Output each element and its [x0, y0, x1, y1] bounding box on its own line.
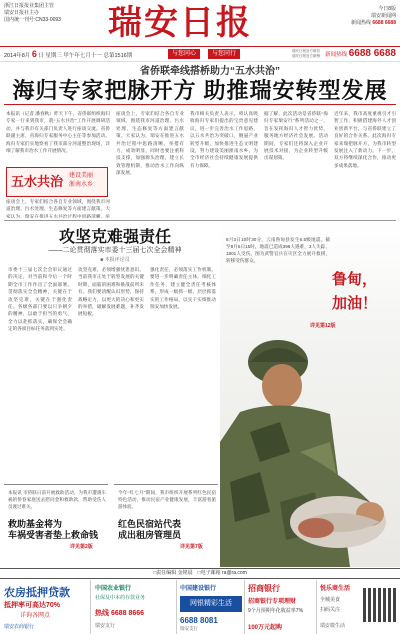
ad-line: 抵押率可高达70% [4, 602, 61, 609]
dateline [4, 47, 132, 63]
page-reference: 详见第2版 [70, 544, 93, 550]
logo-title: 五水共治 [11, 174, 64, 189]
lead-column-1: 本报讯（记者 潘春秋）昨天下午，省侨联组织海归专家一行来到我市，就“五水共治”工作开展调研活动，并与我市有关部门负责人进行座谈交流。省侨联副主席，省海归专家服务中心主任等参加活动。海归专家们实地察看了我市部分河道整治现场，详细了解我市治水工作开展情况。 [6, 111, 110, 154]
photo-caption: 8月3日10时30分，云南鲁甸县发生6.5级地震。截至8月5日15时，地震已造成398人遇难，3人失踪，1801人受伤。图为武警官兵在灾区全力展开救援，转移受伤群众。 [226, 237, 330, 263]
ad-cmb-bank[interactable] [245, 580, 317, 634]
five-water-logo [6, 167, 108, 197]
box2-headline [118, 519, 216, 541]
newspaper-title: 瑞安日报 [108, 3, 252, 43]
box1-headline-line: 车祸受害者垫上救命钱 [8, 530, 99, 540]
date-day: 6 [31, 49, 37, 59]
hotline-label: 新闻热线 [325, 52, 348, 58]
masthead-right-info [286, 6, 396, 27]
ad-title: 悦乐商生活 [320, 586, 351, 592]
ad-footer: 瑞安微生活 [320, 623, 346, 629]
ad-footer: 瑞安支行 [180, 626, 198, 631]
box1-headline [8, 519, 106, 541]
logo-subtitle [69, 172, 93, 190]
hotline-label: 新闻热线 [350, 20, 371, 26]
lead-column-4: 据了解，此次活动是省侨联“海归专家瑞安行”系列活动之一，旨在发挥海归人才智力优势，服务地方经济社会发展。活动期间，专家们还将深入企业开展技术对接，为企业转型升级出谋划策。 [264, 111, 328, 161]
ad-line: 9个月预期年化收益率7% [248, 608, 304, 614]
page-reference: 详见第7版 [180, 544, 203, 550]
lead-kicker: 省侨联牵线搭桥助力“五水共治” [140, 66, 280, 77]
date-suffix: 日 星期三 甲午年七月十一 总第1516期 [38, 53, 133, 59]
publisher-line: 浙江日报报业集团主管 [4, 3, 55, 9]
ad-rural-loan[interactable] [0, 580, 91, 634]
dateline-strip [0, 46, 400, 62]
ad-title: 农房抵押贷款 [4, 587, 70, 599]
ad-title: 中国建设银行 [180, 586, 217, 592]
edition-note: 今日8版 [378, 6, 396, 12]
lead-column-1b: 座谈会上，专家们结合各自专业领域，围绕我市河道治理、污水处理、生态修复等方面建言献策。大家认为，瑞安在推进五水共治过程中思路清晰、举 [6, 199, 110, 218]
logo-subtitle-line: 建设美丽 [69, 173, 94, 179]
section-divider [4, 220, 396, 221]
ad-line: 社保及中本的存款业务 [95, 595, 146, 601]
story2-byline: ■ 本报评论员 [100, 257, 130, 263]
lead-column-3: 我市相关负责人表示，将认真吸收海归专家们提出的宝贵意见建议，进一步完善治水工作思路，以五水共治为突破口，倒逼产业转型升级，加快推进生态文明建设，努力建设美丽浙南水乡，为全市经济社会持续健康发展提供有力保障。 [190, 111, 258, 168]
lead-column-2: 座谈会上，专家们结合各自专业领域，围绕我市河道治理、污水处理、生态修复等方面建言献策。大家认为，瑞安在推进五水共治过程中思路清晰、举措有力，成效明显，同时也要注重科技支撑，加强源头治理，建立长效管理机制，推动治水工作向纵深发展。 [116, 111, 184, 176]
ad-title: 中国农业银行 [95, 586, 132, 592]
publisher-line: 国内统一刊号:CN33-0093 [4, 17, 61, 23]
ad-weixin-life[interactable] [317, 580, 400, 634]
ad-footer: 瑞安支行 [95, 623, 116, 629]
hotline-number: 6688 6688 [372, 20, 396, 26]
lead-column-5: 近年来，我市高度重视引才引智工作，积极搭建海外人才创业创新平台，与省侨联建立了良好的合作关系。此次海归专家来瑞把脉开方，为我市转型发展注入了新动力。下一步，双方将继续深化合作，推动更多成果落地。 [334, 111, 396, 168]
box2-text: 今年“红七月”期间，我市组织开展系列红色民宿特色活动，推动民宿产业健康发展，丰富游客旅游体验。 [118, 490, 216, 509]
weibo-note: 瑞安日报官方微博 [292, 54, 320, 58]
slogan-badge: 与您同行 [208, 49, 240, 59]
website-note: 瑞安新闻网 [370, 13, 396, 19]
story2-subhead: ——二论贯彻落实市委十三届七次全会精神 [48, 247, 182, 254]
ad-line: 6688 8081 [180, 616, 218, 625]
ad-abc-bank[interactable] [91, 580, 177, 634]
box2-headline-line: 红色民宿站代表 [118, 519, 182, 529]
ad-ccb-bank[interactable] [177, 580, 245, 634]
masthead-publisher-info [4, 3, 66, 24]
dateline-hotline [325, 47, 396, 62]
advertisement-strip [0, 580, 400, 634]
ad-line: 网银精彩生活 [180, 596, 242, 612]
story2-column-3: 强化责任，必须落实工作机制。要进一步明确责任主体，细化工作任务，建立健全责任考核体系，形成一级抓一级、层层抓落实的工作格局，以实干实绩推动瑞安加快发展。 [150, 267, 216, 310]
ad-line: 详询各网点 [20, 613, 51, 619]
news-box-2 [114, 484, 218, 567]
hotline-number: 6688 6688 [348, 48, 396, 59]
box1-text: 本报讯 市侨联日前开展救助活动，为我市遭遇车祸的侨眷家庭送去慰问金和救助款，帮助受伤人员渡过难关。 [8, 490, 106, 509]
logo-subtitle-line: 浙南水乡 [69, 182, 94, 188]
story2-headline: 攻坚克难强责任 [58, 229, 171, 246]
photo-headline [332, 268, 377, 316]
masthead [0, 0, 400, 44]
qr-code-icon [363, 588, 397, 622]
photo-headline-line: 加油！ [332, 295, 378, 312]
publisher-line: 瑞安日报社主办 [4, 10, 40, 16]
story2-column-2: 攻坚克难，必须增强忧患意识。当前我市正处于转型发展的关键时期，面临的困难和挑战前所未有。我们要清醒认识形势，保持战略定力，以更大的决心和更实的举措，破解发展难题，补齐发展短板。 [78, 267, 144, 317]
story2-column-1: 市委十三届七次全会审议通过的决定，对当前和今后一个时期全市工作作出了全面部署。贯彻落实全会精神，关键在于攻坚克难，关键在于强化责任。各级各部门要以只争朝夕的精神，以敢于担当的勇气，全力以赴抓落实，确保全会确定的各项目标任务落到实处。 [8, 267, 72, 332]
ad-line: 热线 6688 8666 [95, 610, 145, 617]
headline-divider [4, 104, 396, 105]
ad-line: 全城美食 [320, 597, 341, 603]
ad-footer: 100万元起购 [248, 625, 283, 631]
ad-footer: 瑞安农商银行 [4, 624, 35, 630]
page-reference: 详见第12版 [310, 323, 336, 329]
page-footer: □责任编辑 金铭晨 □电子邮箱 ra@ra.com [0, 568, 400, 579]
slogan-badge: 与您同心 [168, 49, 200, 59]
news-box-1 [4, 484, 108, 567]
box1-headline-line: 救助基金将为 [8, 519, 63, 529]
wechat-note: 瑞安日报官方微信 [292, 49, 320, 53]
lead-headline: 海归专家把脉开方 助推瑞安转型发展 [12, 78, 388, 103]
box2-headline-line: 成出租房管理员 [118, 530, 182, 540]
ad-line: 招商银行专项理财 [248, 599, 297, 605]
ad-line: 扫码关注 [320, 607, 341, 613]
date-prefix: 2014年8月 [4, 53, 31, 59]
ad-title: 招商银行 [248, 584, 280, 593]
photo-headline-line: 鲁甸， [332, 271, 378, 288]
